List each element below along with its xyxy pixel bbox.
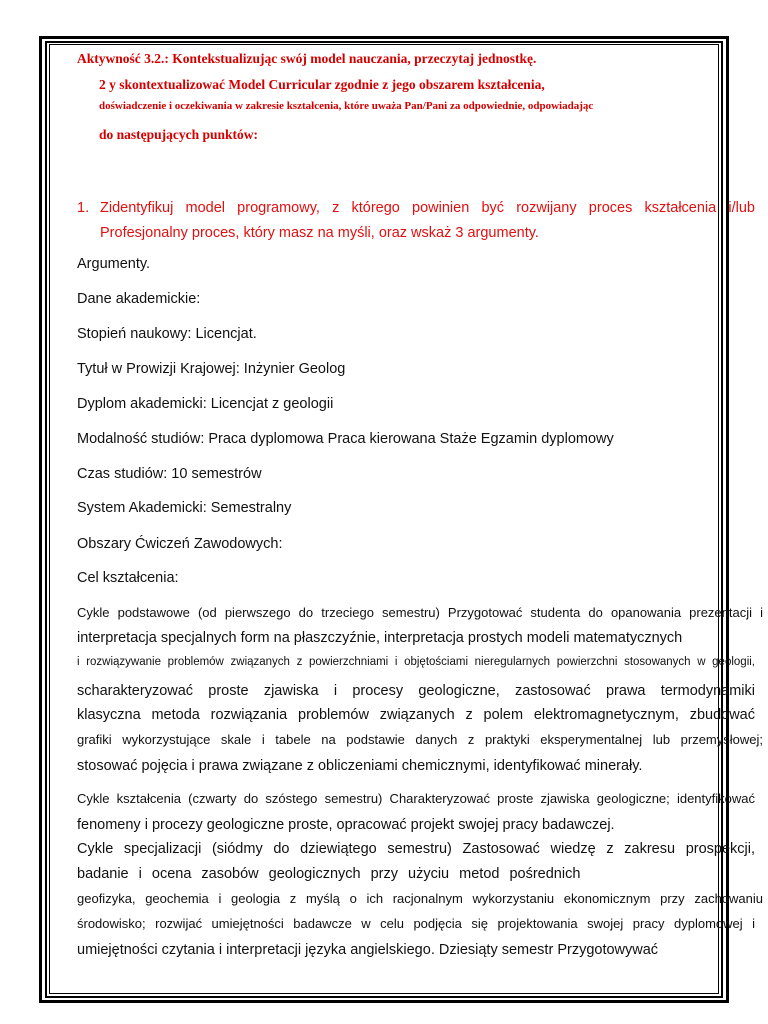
field-system: System Akademicki: Semestralny [77, 500, 292, 516]
body-line: interpretacja specjalnych form na płaszczyźnie, interpretacja prostych modeli matematycznych [77, 630, 683, 646]
field-diploma: Dyplom akademicki: Licencjat z geologii [77, 396, 334, 412]
body-line: grafiki wykorzystujące skale i tabele na podstawie danych z praktyki eksperymentalnej lub przemysłowej; [77, 732, 763, 747]
body-line: badanie i ocena zasobów geologicznych przy użyciu metod pośrednich [77, 866, 581, 882]
body-line: klasyczna metoda rozwiązania problemów związanych z polem elektromagnetycznym, zbudować [77, 707, 755, 723]
body-line: i rozwiązywanie problemów związanych z powierzchniami i objętościami nieregularnych powierzchni stosowanych w geologii, [77, 656, 755, 668]
body-line: scharakteryzować proste zjawiska i procesy geologiczne, zastosować prawa termodynamiki [77, 683, 755, 699]
question-number: 1. [77, 200, 90, 216]
body-line: umiejętności czytania i interpretacji języka angielskiego. Dziesiąty semestr Przygotowywać [77, 942, 659, 958]
field-objective: Cel kształcenia: [77, 570, 179, 586]
question-line-1: Zidentyfikuj model programowy, z którego powinien być rozwijany proces kształcenia i/lub [100, 200, 755, 216]
body-line: Cykle specjalizacji (siódmy do dziewiątego semestru) Zastosować wiedzę z zakresu prospekcji, [77, 841, 755, 857]
activity-instruction-line-3: doświadczenie i oczekiwania w zakresie kształcenia, które uważa Pan/Pani za odpowiednie, odpowiadając [99, 100, 594, 112]
activity-instruction-line-2: 2 y skontextualizować Model Curricular zgodnie z jego obszarem kształcenia, [99, 77, 545, 92]
field-arguments: Argumenty. [77, 256, 151, 272]
activity-instruction-line-4: do następujących punktów: [99, 127, 259, 142]
field-academic-data: Dane akademickie: [77, 291, 201, 307]
body-line: Cykle podstawowe (od pierwszego do trzeciego semestru) Przygotować studenta do opanowania prezentacji i [77, 605, 763, 620]
body-line: środowisko; rozwijać umiejętności badawcze w celu podjęcia się projektowania swojej pracy dyplomowej i [77, 916, 755, 931]
body-line: fenomeny i procezy geologiczne proste, opracować projekt swojej pracy badawczej. [77, 817, 615, 833]
field-practice-areas: Obszary Ćwiczeń Zawodowych: [77, 536, 283, 552]
body-line: stosować pojęcia i prawa związane z obliczeniami chemicznymi, identyfikować minerały. [77, 758, 643, 774]
body-line: Cykle kształcenia (czwarty do szóstego semestru) Charakteryzować proste zjawiska geologiczne; identyfikować [77, 791, 755, 806]
body-line: geofizyka, geochemia i geologia z myślą o ich racjonalnym wykorzystaniu ekonomicznym przy zachowaniu [77, 891, 763, 906]
field-duration: Czas studiów: 10 semestrów [77, 466, 262, 482]
field-degree: Stopień naukowy: Licencjat. [77, 326, 257, 342]
activity-title: Aktywność 3.2.: Kontekstualizując swój model nauczania, przeczytaj jednostkę. [77, 51, 537, 66]
field-title: Tytuł w Prowizji Krajowej: Inżynier Geolog [77, 361, 346, 377]
field-study-mode: Modalność studiów: Praca dyplomowa Praca kierowana Staże Egzamin dyplomowy [77, 431, 614, 447]
question-line-2: Profesjonalny proces, który masz na myśli, oraz wskaż 3 argumenty. [100, 225, 539, 241]
